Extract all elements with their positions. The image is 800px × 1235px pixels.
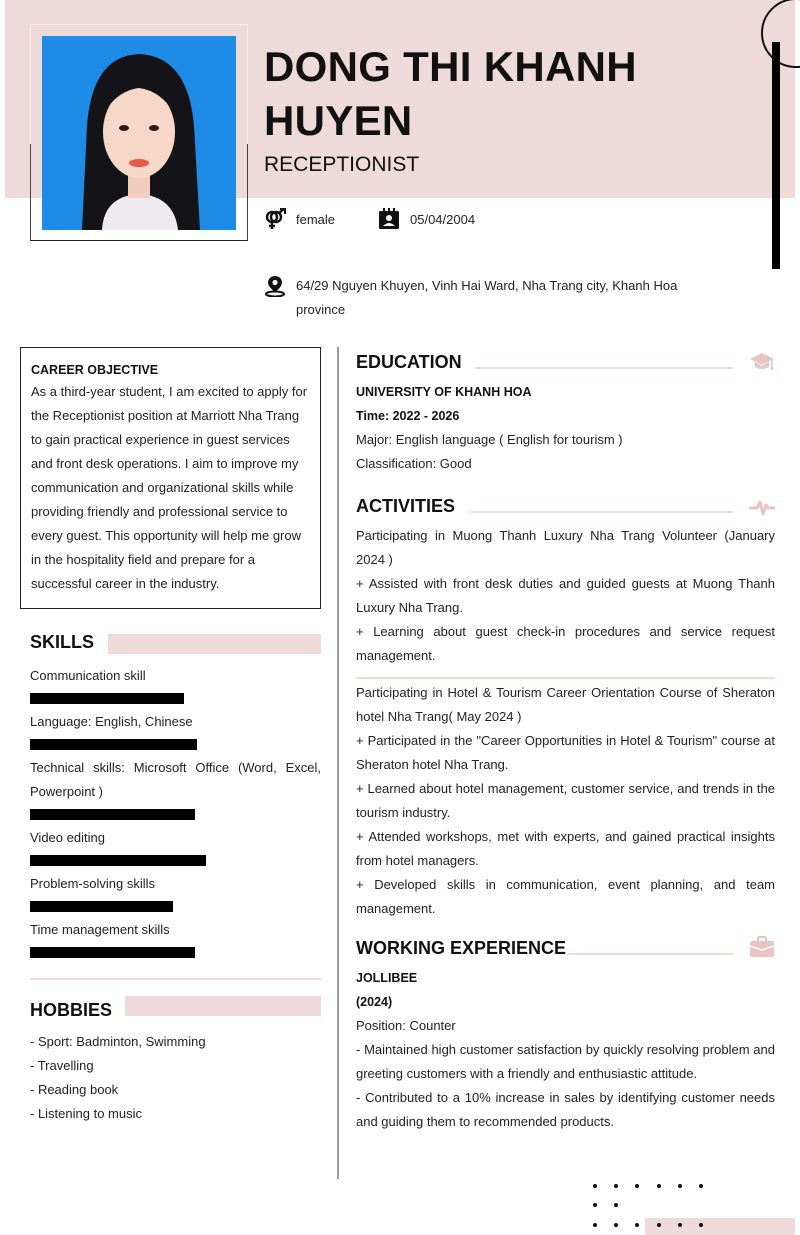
activity-point: + Participated in the "Career Opportunities in Hotel & Tourism" course at Sheraton hotel Nha Trang. xyxy=(356,733,775,772)
skill-item xyxy=(30,664,321,704)
education-major: Major: English language ( English for tourism ) xyxy=(356,432,623,447)
activity-point: + Attended workshops, met with experts, and gained practical insights from hotel managers. xyxy=(356,829,775,868)
activity-point: + Learned about hotel management, customer service, and trends in the tourism industry. xyxy=(356,781,775,820)
dot xyxy=(678,1184,682,1188)
profile-photo xyxy=(42,36,236,230)
dot xyxy=(593,1223,597,1227)
career-objective-box xyxy=(20,347,321,609)
skill-level-bar xyxy=(30,901,173,912)
dot xyxy=(614,1184,618,1188)
footer-accent-block xyxy=(645,1218,795,1235)
education-time: Time: 2022 - 2026 xyxy=(356,409,460,423)
dot xyxy=(614,1223,618,1227)
map-pin-icon xyxy=(264,275,286,297)
candidate-role: RECEPTIONIST xyxy=(264,153,420,176)
education-title: EDUCATION xyxy=(356,352,462,372)
dot xyxy=(657,1184,661,1188)
hobby-item: - Listening to music xyxy=(30,1106,142,1121)
activity-point: + Developed skills in communication, event planning, and team management. xyxy=(356,877,775,916)
dob-value: 05/04/2004 xyxy=(410,211,476,227)
hobby-item: - Sport: Badminton, Swimming xyxy=(30,1034,206,1049)
skill-label: Problem-solving skills xyxy=(30,876,155,891)
experience-point: - Contributed to a 10% increase in sales by identifying customer needs and guiding them to recommended products. xyxy=(356,1090,775,1129)
skill-level-bar xyxy=(30,809,195,820)
education-header-line xyxy=(475,367,733,369)
education-section xyxy=(356,348,775,476)
dot xyxy=(699,1223,703,1227)
candidate-name: DONG THI KHANH HUYEN xyxy=(264,43,637,144)
gender-icon xyxy=(264,208,286,230)
dob-info xyxy=(378,208,475,230)
skill-label: Language: English, Chinese xyxy=(30,714,193,729)
skill-label: Time management skills xyxy=(30,922,170,937)
education-header xyxy=(356,348,775,376)
experience-title: WORKING EXPERIENCE xyxy=(356,938,567,958)
experience-header xyxy=(356,934,775,962)
address-info xyxy=(264,274,684,322)
hobbies-title: HOBBIES xyxy=(30,1000,113,1020)
skill-label: Video editing xyxy=(30,830,105,845)
activities-title: ACTIVITIES xyxy=(356,496,456,516)
skill-level-bar xyxy=(30,855,206,866)
heartbeat-icon xyxy=(749,496,775,518)
experience-position: Position: Counter xyxy=(356,1018,456,1033)
graduation-cap-icon xyxy=(749,351,775,373)
skill-item xyxy=(30,918,321,958)
skill-item xyxy=(30,756,321,820)
briefcase-icon xyxy=(749,936,775,958)
skill-label: Communication skill xyxy=(30,668,146,683)
column-divider xyxy=(337,347,339,1179)
dot xyxy=(678,1223,682,1227)
address-value: 64/29 Nguyen Khuyen, Vinh Hai Ward, Nha Trang city, Khanh Hoa province xyxy=(296,278,678,317)
skills-title-accent xyxy=(108,634,321,654)
activity-point: + Assisted with front desk duties and guided guests at Muong Thanh Luxury Nha Trang. xyxy=(356,576,775,615)
skill-item xyxy=(30,872,321,912)
education-school: UNIVERSITY OF KHANH HOA xyxy=(356,385,532,399)
gender-value: female xyxy=(296,211,336,227)
dot xyxy=(635,1184,639,1188)
hobby-item: - Reading book xyxy=(30,1082,119,1097)
skill-item xyxy=(30,710,321,750)
activity-heading: Participating in Muong Thanh Luxury Nha Trang Volunteer (January 2024 ) xyxy=(356,528,775,567)
skill-label: Technical skills: Microsoft Office (Word, Excel, Powerpoint ) xyxy=(30,760,321,799)
activity-entry xyxy=(356,524,775,668)
skill-level-bar xyxy=(30,693,184,704)
career-objective-text: As a third-year student, I am excited to apply for the Receptionist position at Marriott Nha Trang to gain practical experience in guest services and front desk operations. I aim to improve my communication and organizational skills while providing friendly and professional service to every guest. This opportunity will help me grow in the hospitality field and prepare for a successful career in the industry. xyxy=(31,384,308,591)
skill-level-bar xyxy=(30,739,197,750)
calendar-contact-icon xyxy=(378,208,400,230)
activities-header-line xyxy=(471,511,733,513)
experience-section xyxy=(356,934,775,1134)
hobby-item: - Travelling xyxy=(30,1058,94,1073)
decorative-vertical-bar xyxy=(772,42,780,269)
skills-list xyxy=(30,664,321,964)
dot xyxy=(593,1184,597,1188)
gender-info xyxy=(264,208,335,230)
education-classification: Classification: Good xyxy=(356,456,472,471)
activities-header xyxy=(356,492,775,520)
skill-level-bar xyxy=(30,947,195,958)
hobbies-list xyxy=(30,1030,206,1126)
activity-point: + Learning about guest check-in procedures and service request management. xyxy=(356,624,775,663)
hobbies-title-accent xyxy=(125,996,321,1016)
dot xyxy=(657,1223,661,1227)
dot xyxy=(593,1203,597,1207)
dot xyxy=(635,1223,639,1227)
skill-item xyxy=(30,826,321,866)
skills-title: SKILLS xyxy=(30,632,95,652)
activities-section xyxy=(356,492,775,921)
experience-company: JOLLIBEE xyxy=(356,971,418,985)
experience-point: - Maintained high customer satisfaction by quickly resolving problem and greeting customers with a friendly and enthusiastic attitude. xyxy=(356,1042,775,1081)
activity-heading: Participating in Hotel & Tourism Career Orientation Course of Sheraton hotel Nha Trang( May 2024 ) xyxy=(356,685,775,724)
dot xyxy=(699,1184,703,1188)
experience-header-line xyxy=(567,953,733,955)
dot xyxy=(614,1203,618,1207)
career-objective-title: CAREER OBJECTIVE xyxy=(31,363,159,377)
left-section-divider xyxy=(30,978,321,980)
activity-divider xyxy=(356,677,775,679)
portrait-illustration xyxy=(42,36,236,230)
experience-period: (2024) xyxy=(356,995,393,1009)
activity-entry xyxy=(356,681,775,921)
